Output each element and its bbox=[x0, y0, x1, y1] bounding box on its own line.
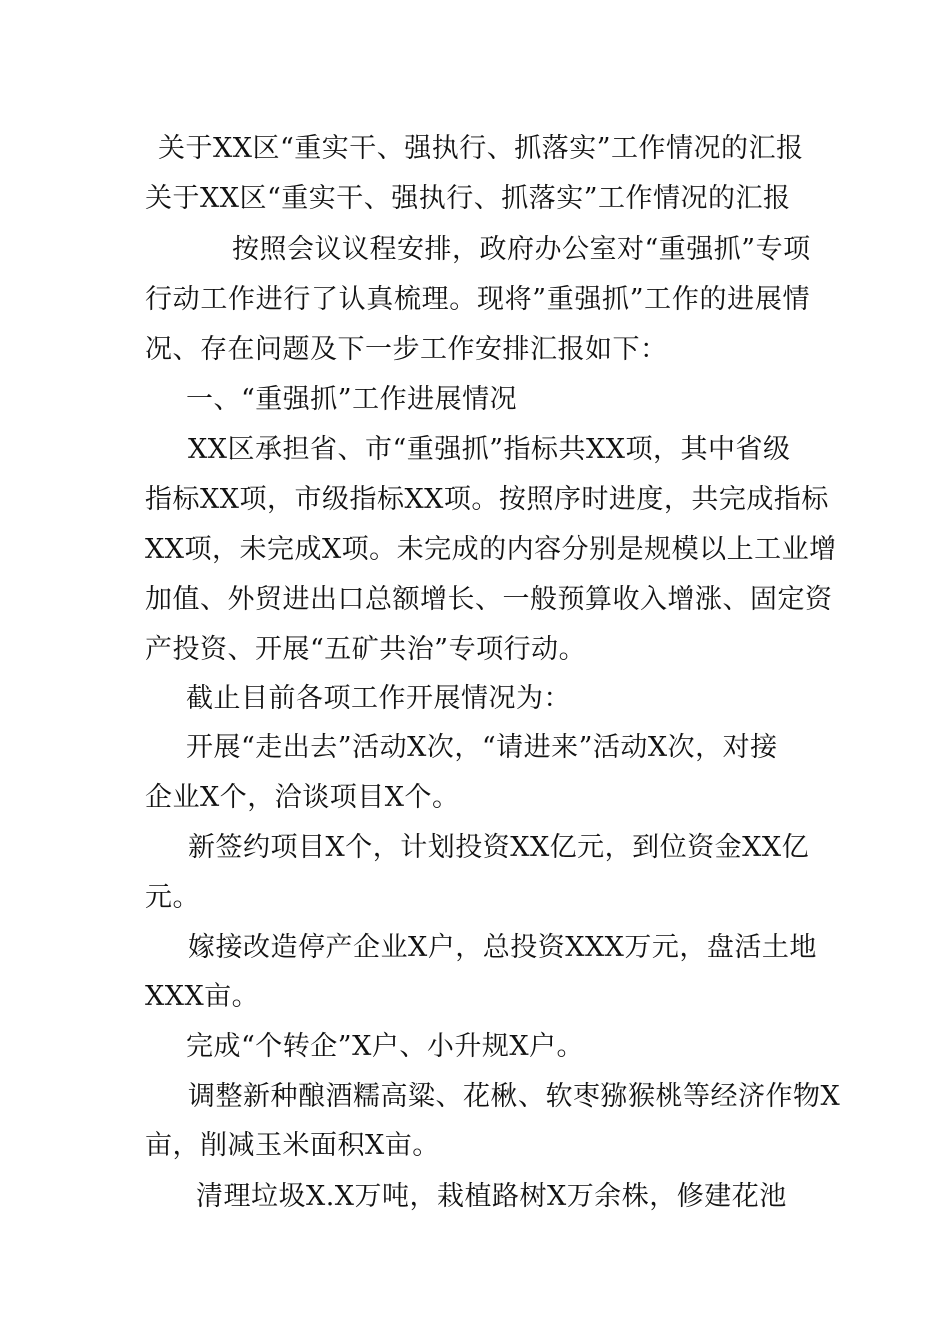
paragraph-line: XXX亩。 bbox=[145, 981, 260, 1012]
paragraph-line: 企业X个，洽谈项目X个。 bbox=[145, 782, 460, 813]
document-title: 关于XX区“重实干、强执行、抓落实”工作情况的汇报 bbox=[158, 133, 804, 164]
paragraph-line: 按照会议议程安排，政府办公室对“重强抓”专项 bbox=[232, 234, 811, 265]
paragraph-line: 况、存在问题及下一步工作安排汇报如下： bbox=[145, 334, 668, 365]
paragraph-line: 开展“走出去”活动X次，“请进来”活动X次，对接 bbox=[186, 732, 778, 763]
paragraph-line: 加值、外贸进出口总额增长、一般预算收入增涨、固定资 bbox=[145, 584, 833, 615]
paragraph-line: 调整新种酿酒糯高粱、花楸、软枣猕猴桃等经济作物X bbox=[188, 1081, 841, 1112]
paragraph-line: 新签约项目X个，计划投资XX亿元，到位资金XX亿 bbox=[188, 832, 810, 863]
section-heading: 一、“重强抓”工作进展情况 bbox=[186, 384, 518, 415]
paragraph-line: XX项，未完成X项。未完成的内容分别是规模以上工业增 bbox=[145, 534, 837, 565]
paragraph-line: 截止目前各项工作开展情况为： bbox=[186, 683, 571, 714]
paragraph-line: 完成“个转企”X户、小升规X户。 bbox=[186, 1031, 585, 1062]
paragraph-line: 元。 bbox=[145, 882, 200, 913]
paragraph-line: XX区承担省、市“重强抓”指标共XX项，其中省级 bbox=[188, 434, 791, 465]
paragraph-line: 清理垃圾X.X万吨，栽植路树X万余株，修建花池 bbox=[196, 1181, 787, 1212]
paragraph-line: 嫁接改造停产企业X户，总投资XXX万元，盘活土地 bbox=[188, 932, 817, 963]
paragraph-line: 产投资、开展“五矿共治”专项行动。 bbox=[145, 634, 587, 665]
paragraph-line: 指标XX项，市级指标XX项。按照序时进度，共完成指标 bbox=[145, 484, 829, 515]
paragraph-line: 亩，削减玉米面积X亩。 bbox=[145, 1130, 440, 1161]
document-title-repeat: 关于XX区“重实干、强执行、抓落实”工作情况的汇报 bbox=[145, 183, 791, 214]
paragraph-line: 行动工作进行了认真梳理。现将”重强抓”工作的进展情 bbox=[145, 284, 810, 315]
